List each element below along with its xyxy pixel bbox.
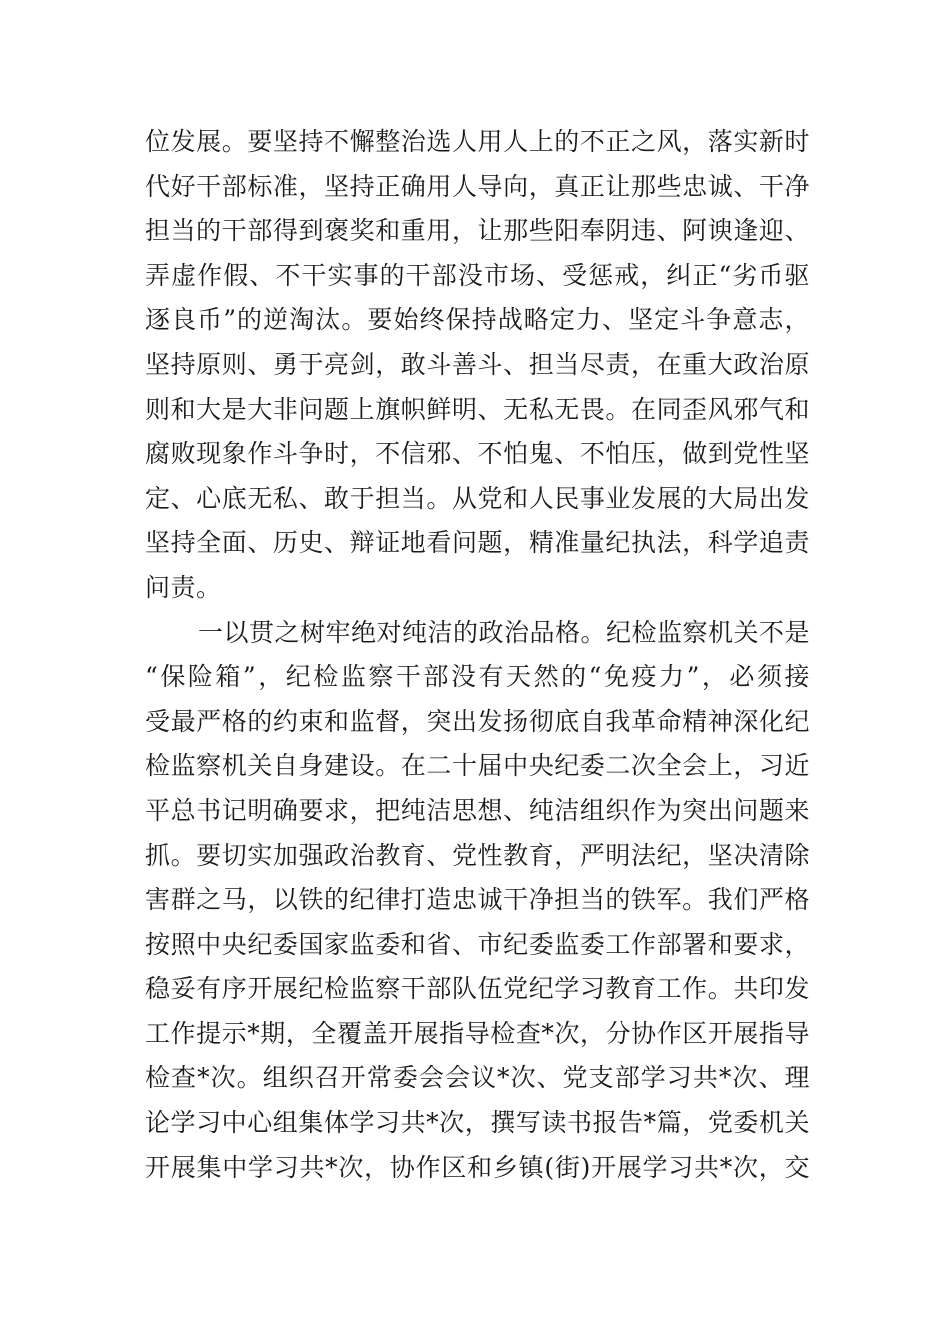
text-line: 弄虚作假、不干实事的干部没市场、受惩戒，纠正“劣币驱 (145, 260, 810, 290)
text-line: 坚持原则、勇于亮剑，敢斗善斗、担当尽责，在重大政治原 (145, 349, 810, 379)
text-line: 一以贯之树牢绝对纯洁的政治品格。纪检监察机关不是 (198, 617, 811, 647)
text-line: 害群之马，以铁的纪律打造忠诚干净担当的铁军。我们严格 (145, 885, 810, 915)
text-line: 平总书记明确要求，把纯洁思想、纯洁组织作为突出问题来 (145, 795, 810, 825)
text-line: 抓。要切实加强政治教育、党性教育，严明法纪，坚决清除 (145, 840, 810, 870)
text-line: 稳妥有序开展纪检监察干部队伍党纪学习教育工作。共印发 (145, 974, 810, 1004)
text-line: 开展集中学习共*次，协作区和乡镇(街)开展学习共*次，交 (145, 1152, 810, 1182)
text-line: 工作提示*期，全覆盖开展指导检查*次，分协作区开展指导 (145, 1018, 810, 1048)
text-line: 定、心底无私、敢于担当。从党和人民事业发展的大局出发 (145, 483, 810, 513)
text-line: 位发展。要坚持不懈整治选人用人上的不正之风，落实新时 (145, 127, 810, 156)
text-line: 则和大是大非问题上旗帜鲜明、无私无畏。在同歪风邪气和 (145, 394, 810, 424)
text-line: 坚持全面、历史、辩证地看问题，精准量纪执法，科学追责 (145, 528, 810, 558)
paragraph-2 (145, 611, 810, 1191)
text-line: 问责。 (145, 572, 222, 602)
text-line: 代好干部标准，坚持正确用人导向，真正让那些忠诚、干净 (145, 171, 810, 201)
text-line: 腐败现象作斗争时，不信邪、不怕鬼、不怕压，做到党性坚 (145, 439, 810, 469)
text-line: 担当的干部得到褒奖和重用，让那些阳奉阴违、阿谀逢迎、 (145, 216, 810, 246)
text-line: 受最严格的约束和监督，突出发扬彻底自我革命精神深化纪 (145, 706, 810, 736)
text-line: 按照中央纪委国家监委和省、市纪委监委工作部署和要求， (145, 929, 810, 959)
text-line: 检查*次。组织召开常委会会议*次、党支部学习共*次、理 (145, 1063, 810, 1093)
text-line: 论学习中心组集体学习共*次，撰写读书报告*篇，党委机关 (145, 1108, 810, 1138)
text-line: 逐良币”的逆淘汰。要始终保持战略定力、坚定斗争意志， (145, 305, 810, 335)
text-line: 检监察机关自身建设。在二十届中央纪委二次全会上，习近 (145, 751, 810, 781)
paragraph-1 (145, 120, 810, 611)
text-line: “保险箱”，纪检监察干部没有天然的“免疫力”，必须接 (145, 662, 810, 692)
document-body (145, 120, 810, 1190)
